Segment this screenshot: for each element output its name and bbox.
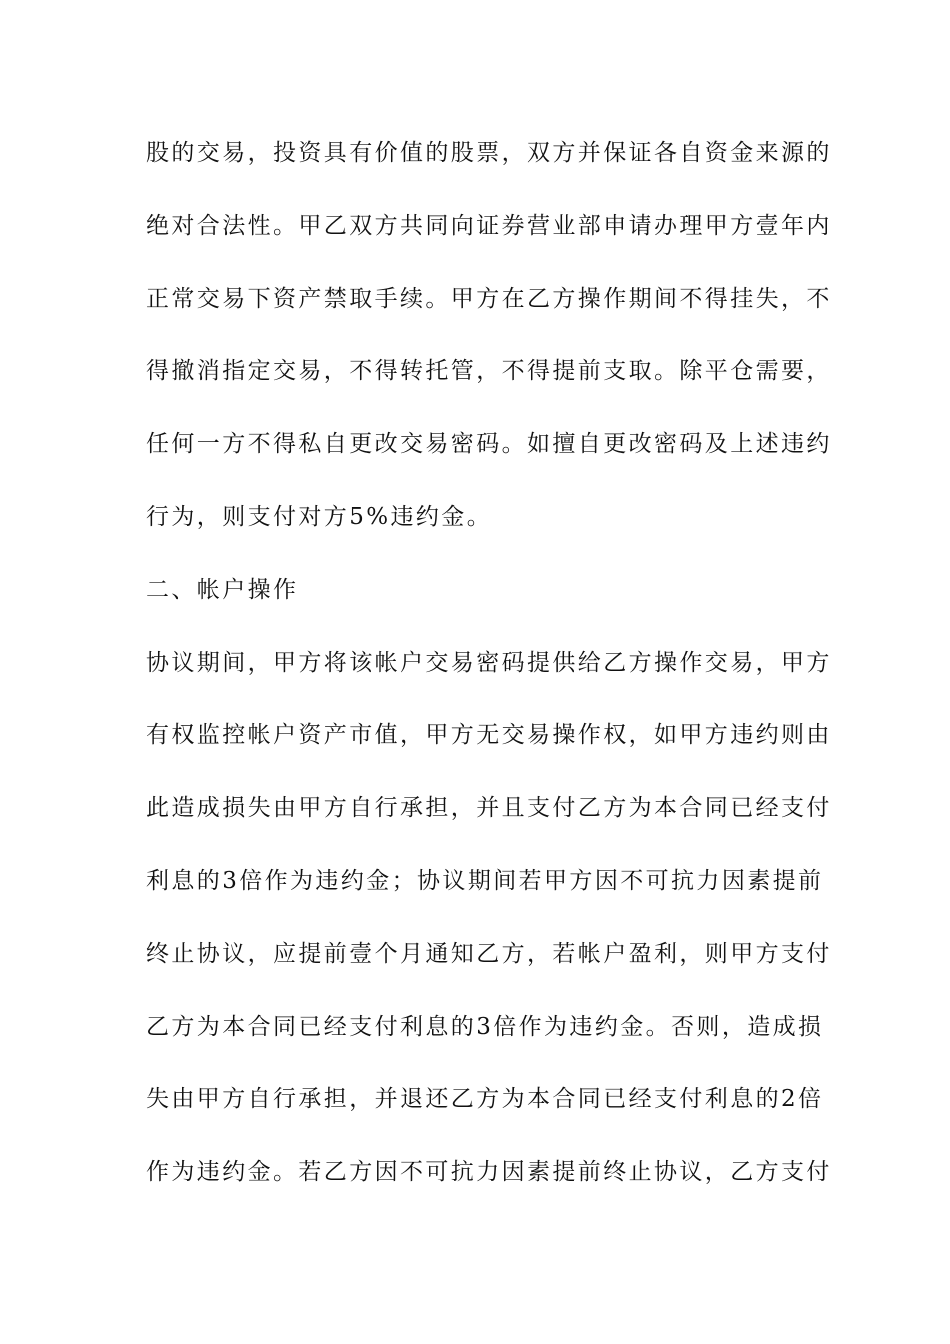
text-line: 协议期间，甲方将该帐户交易密码提供给乙方操作交易，甲方 (146, 649, 832, 676)
text-line: 股的交易，投资具有价值的股票，双方并保证各自资金来源的 (146, 140, 832, 166)
text-line: 此造成损失由甲方自行承担，并且支付乙方为本合同已经支付 (146, 795, 832, 822)
text-line: 乙方为本合同已经支付利息的3倍作为违约金。否则，造成损 (146, 1013, 824, 1040)
text-line: 作为违约金。若乙方因不可抗力因素提前终止协议，乙方支付 (146, 1159, 832, 1186)
document-body (146, 130, 832, 1222)
text-line: 利息的3倍作为违约金；协议期间若甲方因不可抗力因素提前 (146, 867, 824, 894)
text-line: 正常交易下资产禁取手续。甲方在乙方操作期间不得挂失，不 (146, 285, 832, 312)
text-line: 行为，则支付对方5%违约金。 (146, 503, 493, 530)
text-line: 得撤消指定交易，不得转托管，不得提前支取。除平仓需要， (146, 358, 832, 385)
text-line: 失由甲方自行承担，并退还乙方为本合同已经支付利息的2倍 (146, 1086, 824, 1113)
text-line: 终止协议，应提前壹个月通知乙方，若帐户盈利，则甲方支付 (146, 940, 832, 967)
text-line: 任何一方不得私自更改交易密码。如擅自更改密码及上述违约 (146, 431, 832, 458)
text-line: 有权监控帐户资产市值，甲方无交易操作权，如甲方违约则由 (146, 722, 832, 749)
section-heading: 二、帐户操作 (146, 576, 299, 603)
text-line: 绝对合法性。甲乙双方共同向证券营业部申请办理甲方壹年内 (146, 212, 832, 239)
